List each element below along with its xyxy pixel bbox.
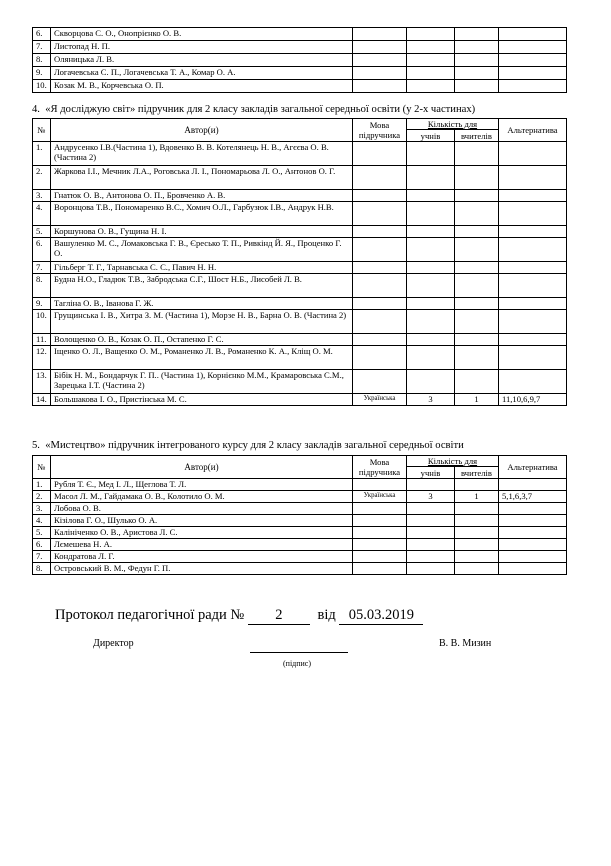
row-alternative	[499, 54, 567, 67]
header-alternative: Альтернатива	[499, 119, 567, 142]
row-students-count	[407, 527, 455, 539]
table-row	[33, 166, 567, 190]
row-teachers-count: 1	[455, 394, 499, 406]
row-teachers-count	[455, 54, 499, 67]
row-alternative	[499, 503, 567, 515]
row-students-count	[407, 238, 455, 262]
row-authors: Грущинська І. В., Хитра З. М. (Частина 1), Морзе Н. В., Барна О. В. (Частина 2)	[51, 310, 353, 334]
row-language	[353, 310, 407, 334]
table-row	[33, 563, 567, 575]
row-alternative	[499, 202, 567, 226]
row-students-count	[407, 515, 455, 527]
protocol-date: 05.03.2019	[339, 607, 423, 625]
row-language	[353, 346, 407, 370]
row-teachers-count	[455, 346, 499, 370]
row-language	[353, 142, 407, 166]
row-alternative	[499, 190, 567, 202]
row-students-count	[407, 226, 455, 238]
row-authors: Большакова І. О., Пристінська М. С.	[51, 394, 353, 406]
row-alternative	[499, 370, 567, 394]
row-alternative	[499, 298, 567, 310]
table-row	[33, 479, 567, 491]
row-number: 6.	[33, 238, 51, 262]
header-count: Кількість для	[407, 456, 499, 467]
row-language	[353, 67, 407, 80]
row-alternative	[499, 142, 567, 166]
row-students-count	[407, 28, 455, 41]
row-teachers-count	[455, 202, 499, 226]
row-authors: Кізілова Г. О., Шулько О. А.	[51, 515, 353, 527]
row-teachers-count	[455, 551, 499, 563]
row-number: 6.	[33, 28, 51, 41]
row-alternative	[499, 262, 567, 274]
row-teachers-count	[455, 41, 499, 54]
row-number: 9.	[33, 67, 51, 80]
row-number: 3.	[33, 190, 51, 202]
table-row	[33, 142, 567, 166]
row-students-count	[407, 262, 455, 274]
protocol-from: від	[317, 607, 336, 623]
row-teachers-count	[455, 479, 499, 491]
row-alternative	[499, 527, 567, 539]
row-students-count	[407, 346, 455, 370]
table-row	[33, 370, 567, 394]
textbook-table-section-4	[32, 118, 567, 406]
row-alternative	[499, 274, 567, 298]
row-teachers-count: 1	[455, 491, 499, 503]
row-alternative	[499, 28, 567, 41]
row-authors: Лобова О. В.	[51, 503, 353, 515]
row-alternative	[499, 479, 567, 491]
table-row	[33, 527, 567, 539]
row-teachers-count	[455, 142, 499, 166]
row-alternative: 5,1,6,3,7	[499, 491, 567, 503]
row-authors: Островський В. М., Федун Г. П.	[51, 563, 353, 575]
section-5-title: 5. «Мистецтво» підручник інтегрованого курсу для 2 класу закладів загальної середньої освіти	[32, 440, 464, 451]
row-students-count	[407, 190, 455, 202]
row-authors: Іщенко О. Л., Ващенко О. М., Романенко Л. В., Романенко К. А., Кліщ О. М.	[51, 346, 353, 370]
row-authors: Логачевська С. П., Логачевська Т. А., Комар О. А.	[51, 67, 353, 80]
row-authors: Оляницька Л. В.	[51, 54, 353, 67]
protocol-label: Протокол педагогічної ради №	[55, 607, 245, 623]
row-alternative	[499, 551, 567, 563]
row-authors: Жаркова І.І., Мечник Л.А., Роговська Л. І., Пономарьова Л. О., Антонов О. Г.	[51, 166, 353, 190]
table-row	[33, 539, 567, 551]
table-row	[33, 190, 567, 202]
row-number: 8.	[33, 563, 51, 575]
row-students-count	[407, 142, 455, 166]
table-row	[33, 67, 567, 80]
row-language	[353, 274, 407, 298]
row-students-count	[407, 166, 455, 190]
row-authors: Масол Л. М., Гайдамака О. В., Колотило О. М.	[51, 491, 353, 503]
row-number: 8.	[33, 54, 51, 67]
table-row	[33, 80, 567, 93]
row-authors: Гнатюк О. В., Антонова О. П., Бровченко А. В.	[51, 190, 353, 202]
row-number: 2.	[33, 166, 51, 190]
row-students-count	[407, 298, 455, 310]
row-authors: Бібік Н. М., Бондарчук Г. П.. (Частина 1), Корнієнко М.М., Крамаровська С.М., Зарецька І.Т. (Частина 2)	[51, 370, 353, 394]
row-alternative	[499, 334, 567, 346]
row-language	[353, 226, 407, 238]
header-students: учнів	[407, 130, 455, 142]
row-language: Українська	[353, 491, 407, 503]
row-number: 1.	[33, 142, 51, 166]
row-language	[353, 202, 407, 226]
row-authors: Рубля Т. Є., Мед І. Л., Щеглова Т. Л.	[51, 479, 353, 491]
row-teachers-count	[455, 190, 499, 202]
row-authors: Калініченко О. В., Аристова Л. С.	[51, 527, 353, 539]
row-teachers-count	[455, 334, 499, 346]
row-number: 13.	[33, 370, 51, 394]
row-students-count	[407, 41, 455, 54]
row-students-count	[407, 80, 455, 93]
row-language	[353, 28, 407, 41]
row-language	[353, 503, 407, 515]
row-students-count	[407, 563, 455, 575]
row-alternative	[499, 166, 567, 190]
table-row	[33, 503, 567, 515]
row-students-count	[407, 274, 455, 298]
row-authors: Будна Н.О., Гладюк Т.В., Забродська С.Г., Шост Н.Б., Лисобей Л. В.	[51, 274, 353, 298]
row-language	[353, 238, 407, 262]
row-number: 2.	[33, 491, 51, 503]
row-number: 7.	[33, 41, 51, 54]
row-students-count	[407, 479, 455, 491]
table-row	[33, 394, 567, 406]
row-students-count	[407, 67, 455, 80]
table-row	[33, 238, 567, 262]
row-alternative	[499, 563, 567, 575]
row-alternative	[499, 515, 567, 527]
row-teachers-count	[455, 80, 499, 93]
row-language	[353, 370, 407, 394]
row-alternative: 11,10,6,9,7	[499, 394, 567, 406]
header-num: №	[33, 456, 51, 479]
header-language: Мова підручника	[353, 119, 407, 142]
director-label: Директор	[93, 638, 134, 649]
row-language	[353, 41, 407, 54]
row-language	[353, 54, 407, 67]
row-students-count: 3	[407, 394, 455, 406]
row-language	[353, 262, 407, 274]
row-teachers-count	[455, 226, 499, 238]
row-number: 10.	[33, 310, 51, 334]
row-alternative	[499, 238, 567, 262]
row-number: 9.	[33, 298, 51, 310]
header-students: учнів	[407, 467, 455, 479]
table-row	[33, 274, 567, 298]
header-author: Автор(и)	[51, 119, 353, 142]
row-language	[353, 539, 407, 551]
row-authors: Козак М. В., Корчевська О. П.	[51, 80, 353, 93]
row-authors: Гільберг Т. Г., Тарнавська С. С., Павич Н. Н.	[51, 262, 353, 274]
row-authors: Вашуленко М. С., Ломаковська Г. В., Єресько Т. П., Ривкінд Й. Я., Проценко Г. О.	[51, 238, 353, 262]
row-authors: Андрусенко І.В.(Частина 1), Вдовенко В. В. Котелянець Н. В., Агєєва О. В. (Частина 2)	[51, 142, 353, 166]
signature-note: (підпис)	[283, 659, 312, 668]
row-students-count	[407, 54, 455, 67]
row-number: 4.	[33, 515, 51, 527]
row-authors: Тагліна О. В., Іванова Г. Ж.	[51, 298, 353, 310]
table-row	[33, 262, 567, 274]
row-number: 5.	[33, 226, 51, 238]
row-language	[353, 190, 407, 202]
table-row	[33, 551, 567, 563]
row-students-count	[407, 551, 455, 563]
table-row	[33, 226, 567, 238]
signature-line	[250, 652, 348, 653]
row-language	[353, 563, 407, 575]
textbook-table-section-5	[32, 455, 567, 575]
table-row	[33, 28, 567, 41]
row-students-count	[407, 202, 455, 226]
row-teachers-count	[455, 67, 499, 80]
header-num: №	[33, 119, 51, 142]
row-teachers-count	[455, 238, 499, 262]
row-number: 10.	[33, 80, 51, 93]
header-author: Автор(и)	[51, 456, 353, 479]
row-alternative	[499, 67, 567, 80]
row-alternative	[499, 310, 567, 334]
row-number: 11.	[33, 334, 51, 346]
row-authors: Скворцова С. О., Онопрієнко О. В.	[51, 28, 353, 41]
table-row	[33, 202, 567, 226]
row-authors: Волощенко О. В., Козак О. П., Остапенко Г. С.	[51, 334, 353, 346]
section-4-title: 4. «Я досліджую світ» підручник для 2 класу закладів загальної середньої освіти (у 2-х частинах)	[32, 104, 476, 115]
textbook-table-top	[32, 27, 567, 93]
row-students-count	[407, 503, 455, 515]
row-students-count	[407, 310, 455, 334]
row-teachers-count	[455, 166, 499, 190]
row-alternative	[499, 539, 567, 551]
row-teachers-count	[455, 503, 499, 515]
row-number: 4.	[33, 202, 51, 226]
row-teachers-count	[455, 310, 499, 334]
protocol-line	[55, 607, 423, 625]
row-authors: Лємешева Н. А.	[51, 539, 353, 551]
row-teachers-count	[455, 298, 499, 310]
row-teachers-count	[455, 370, 499, 394]
row-language	[353, 334, 407, 346]
director-name: В. В. Мизин	[439, 638, 492, 649]
row-teachers-count	[455, 539, 499, 551]
row-teachers-count	[455, 563, 499, 575]
row-teachers-count	[455, 274, 499, 298]
row-teachers-count	[455, 28, 499, 41]
row-language	[353, 298, 407, 310]
header-teachers: вчителів	[455, 130, 499, 142]
row-number: 7.	[33, 262, 51, 274]
row-alternative	[499, 80, 567, 93]
row-number: 1.	[33, 479, 51, 491]
row-alternative	[499, 226, 567, 238]
row-language	[353, 479, 407, 491]
row-authors: Кондратова Л. Г.	[51, 551, 353, 563]
row-language	[353, 551, 407, 563]
row-number: 3.	[33, 503, 51, 515]
row-number: 8.	[33, 274, 51, 298]
row-number: 12.	[33, 346, 51, 370]
row-language	[353, 166, 407, 190]
row-students-count: 3	[407, 491, 455, 503]
row-students-count	[407, 539, 455, 551]
row-teachers-count	[455, 262, 499, 274]
row-alternative	[499, 41, 567, 54]
row-language	[353, 515, 407, 527]
table-row	[33, 54, 567, 67]
row-language	[353, 80, 407, 93]
table-row	[33, 491, 567, 503]
header-teachers: вчителів	[455, 467, 499, 479]
row-students-count	[407, 334, 455, 346]
row-teachers-count	[455, 527, 499, 539]
protocol-number: 2	[248, 607, 310, 625]
row-alternative	[499, 346, 567, 370]
row-teachers-count	[455, 515, 499, 527]
row-number: 14.	[33, 394, 51, 406]
row-language: Українська	[353, 394, 407, 406]
row-students-count	[407, 370, 455, 394]
table-row	[33, 515, 567, 527]
row-authors: Листопад Н. П.	[51, 41, 353, 54]
row-number: 6.	[33, 539, 51, 551]
row-authors: Коршунова О. В., Гущина Н. І.	[51, 226, 353, 238]
table-row	[33, 298, 567, 310]
header-count: Кількість для	[407, 119, 499, 130]
header-language: Мова підручника	[353, 456, 407, 479]
row-language	[353, 527, 407, 539]
row-number: 5.	[33, 527, 51, 539]
row-authors: Воронцова Т.В., Пономаренко В.С., Хомич О.Л., Гарбузюк І.В., Андрук Н.В.	[51, 202, 353, 226]
table-row	[33, 41, 567, 54]
table-row	[33, 310, 567, 334]
table-row	[33, 346, 567, 370]
header-alternative: Альтернатива	[499, 456, 567, 479]
table-row	[33, 334, 567, 346]
row-number: 7.	[33, 551, 51, 563]
